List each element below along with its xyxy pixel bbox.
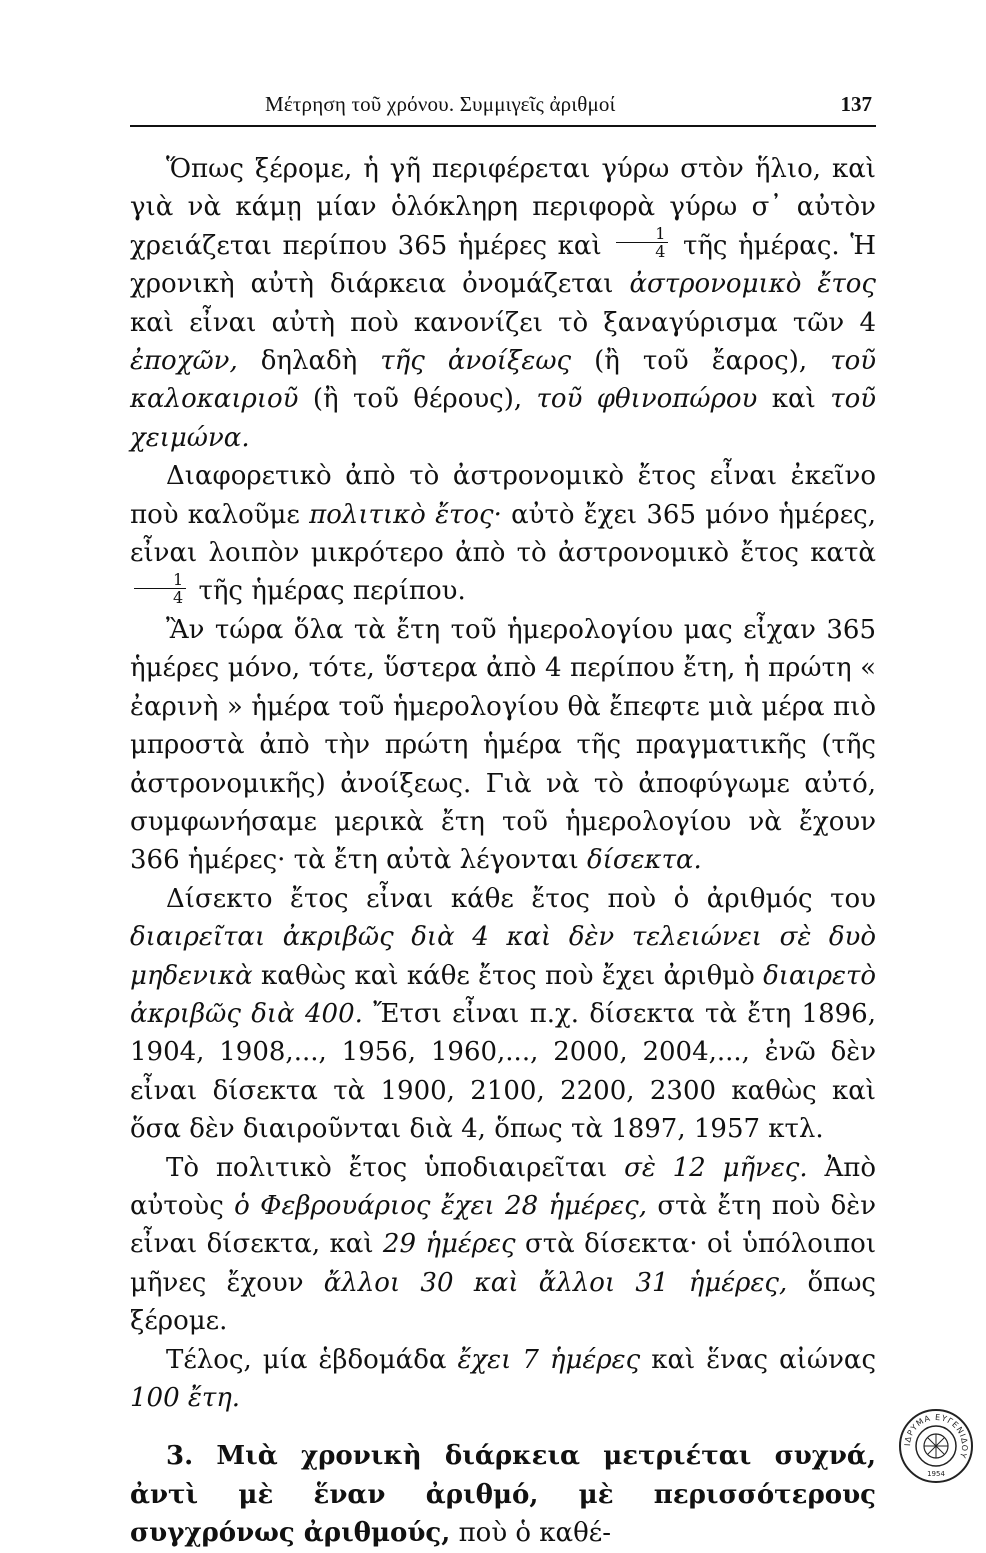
page-header xyxy=(130,92,876,120)
text-run: Ἔτσι εἶναι π.χ. δίσεκτα τὰ ἔτη 1896, 1904, 1908,..., 1956, 1960,..., 2000, 2004,..., ἐνῶ δὲν εἶναι δίσεκτα τὰ 1900, 2100, 2200, 2300 καθὼς καὶ ὅσα δὲν διαιροῦνται διὰ 4, ὅπως τὰ 1897, 1957 κτλ. xyxy=(130,998,876,1145)
text-run: Διαφορετικὸ ἀπὸ τὸ ἀστρονομικὸ ἔτος εἶναι ἐκεῖνο ποὺ καλοῦμε xyxy=(130,461,876,530)
italic-term: ἐποχῶν, xyxy=(130,346,238,377)
text-run: στὰ ἔτη ποὺ δὲν εἶναι δίσεκτα, καὶ xyxy=(130,1190,877,1260)
paragraph-2 xyxy=(130,457,876,611)
italic-term: διαιρετὸ ἀκριβῶς διὰ 400. xyxy=(130,960,877,1029)
text-run: (ἢ τοῦ θέρους), xyxy=(312,384,523,415)
fraction-one-quarter xyxy=(134,571,186,606)
header-rule xyxy=(130,125,876,127)
text-run: (ἢ τοῦ ἔαρος), xyxy=(594,346,808,377)
paragraph-5 xyxy=(130,1149,876,1341)
italic-term: τοῦ φθινοπώρου xyxy=(536,384,758,415)
text-run: καθὼς καὶ κάθε ἔτος ποὺ ἔχει ἀριθμὸ xyxy=(261,960,755,991)
italic-term: 100 ἔτη. xyxy=(130,1383,241,1413)
italic-term: τοῦ χειμώνα. xyxy=(130,384,877,453)
seal-year: 1954 xyxy=(927,1470,945,1478)
italic-term: πολιτικὸ ἔτος· xyxy=(309,499,502,530)
paragraph-6 xyxy=(130,1341,876,1418)
italic-term: ἔχει 7 ἡμέρες xyxy=(457,1344,641,1375)
italic-term: τοῦ καλοκαιριοῦ xyxy=(130,346,877,415)
fraction-numerator: 1 xyxy=(616,225,668,243)
italic-term: τῆς ἀνοίξεως xyxy=(380,346,572,377)
italic-term: σὲ 12 μῆνες. xyxy=(624,1152,808,1183)
italic-term: ἀστρονομικὸ ἔτος xyxy=(629,269,876,300)
running-title: Μέτρηση τοῦ χρόνου. Συμμιγεῖς ἀριθμοί xyxy=(265,92,616,116)
section-3-paragraph xyxy=(130,1437,876,1552)
paragraph-1 xyxy=(130,150,876,457)
fraction-denominator: 4 xyxy=(655,242,666,262)
text-run: καὶ ἕνας αἰώνας xyxy=(651,1344,877,1375)
italic-term: 29 ἡμέρες xyxy=(382,1229,516,1260)
text-run: δηλαδὴ xyxy=(260,346,358,377)
page-body xyxy=(130,150,876,1553)
text-run: καὶ xyxy=(771,384,816,415)
text-run: τῆς ἡμέρας περίπου. xyxy=(198,576,466,607)
text-run: αὐτὸ ἔχει 365 μόνο ἡμέρες, εἶναι λοιπὸν μικρότερο ἀπὸ τὸ ἀστρονομικὸ ἔτος κατὰ xyxy=(130,499,876,569)
paragraph-3 xyxy=(130,611,876,880)
fraction-denominator: 4 xyxy=(173,587,184,607)
foundation-seal-icon xyxy=(898,1408,974,1484)
text-run: Ἀπὸ αὐτοὺς xyxy=(130,1152,877,1221)
italic-term: διαιρεῖται ἀκριβῶς διὰ 4 καὶ δὲν τελειώνει σὲ δυὸ μηδενικὰ xyxy=(130,922,876,991)
fraction-one-quarter xyxy=(616,225,668,260)
italic-term: ὁ Φεβρουάριος ἔχει 28 ἡμέρες, xyxy=(234,1190,647,1221)
text-run: Τέλος, μία ἑβδομάδα xyxy=(166,1344,447,1375)
text-run: ποὺ ὁ καθέ- xyxy=(458,1518,612,1549)
paragraph-4 xyxy=(130,880,876,1149)
fraction-numerator: 1 xyxy=(134,571,186,589)
seal-text: ΙΔΡΥΜΑ ΕΥΓΕΝΙΔΟΥ xyxy=(902,1412,970,1460)
text-run: Ὅπως ξέρομε, ἡ γῆ περιφέρεται γύρω στὸν ἥλιο, καὶ γιὰ νὰ κάμῃ μίαν ὁλόκληρη περιφορὰ γύρω σ᾽ αὐτὸν χρειάζεται περίπου 365 ἡμέρες καὶ xyxy=(130,154,876,261)
text-run: ὅπως ξέρομε. xyxy=(130,1267,876,1337)
text-run: Δίσεκτο ἔτος εἶναι κάθε ἔτος ποὺ ὁ ἀριθμός του xyxy=(166,883,876,914)
italic-term: δίσεκτα. xyxy=(586,845,702,876)
page-number: 137 xyxy=(840,92,872,116)
section-heading: 3. Μιὰ χρονικὴ διάρκεια μετριέται συχνά, ἀντὶ μὲ ἕναν ἀριθμό, μὲ περισσότερους συγχρόνως ἀριθμούς, xyxy=(130,1441,876,1549)
text-run: τῆς ἡμέρας. Ἡ χρονικὴ αὐτὴ διάρκεια ὀνομάζεται xyxy=(130,230,877,300)
text-run: Τὸ πολιτικὸ ἔτος ὑποδιαιρεῖται xyxy=(166,1152,608,1183)
text-run: καὶ εἶναι αὐτὴ ποὺ κανονίζει τὸ ξαναγύρισμα τῶν 4 xyxy=(130,307,876,338)
italic-term: ἄλλοι 30 καὶ ἄλλοι 31 ἡμέρες, xyxy=(323,1267,788,1298)
text-run: στὰ δίσεκτα· οἱ ὑπόλοιποι μῆνες ἔχουν xyxy=(130,1229,877,1298)
text-run: Ἂν τώρα ὅλα τὰ ἔτη τοῦ ἡμερολογίου μας εἶχαν 365 ἡμέρες μόνο, τότε, ὕστερα ἀπὸ 4 περίπου ἔτη, ἡ πρώτη « ἐαρινὴ » ἡμέρα τοῦ ἡμερολογίου θὰ ἔπεφτε μιὰ μέρα πιὸ μπροστὰ ἀπὸ τὴν πρώτη ἡμέρα τῆς πραγματικῆς (τῆς ἀστρονομικῆς) ἀνοίξεως. Γιὰ νὰ τὸ ἀποφύγωμε αὐτό, συμφωνήσαμε μερικὰ ἔτη τοῦ ἡμερολογίου νὰ ἔχουν 366 ἡμέρες· τὰ ἔτη αὐτὰ λέγονται xyxy=(130,614,876,876)
